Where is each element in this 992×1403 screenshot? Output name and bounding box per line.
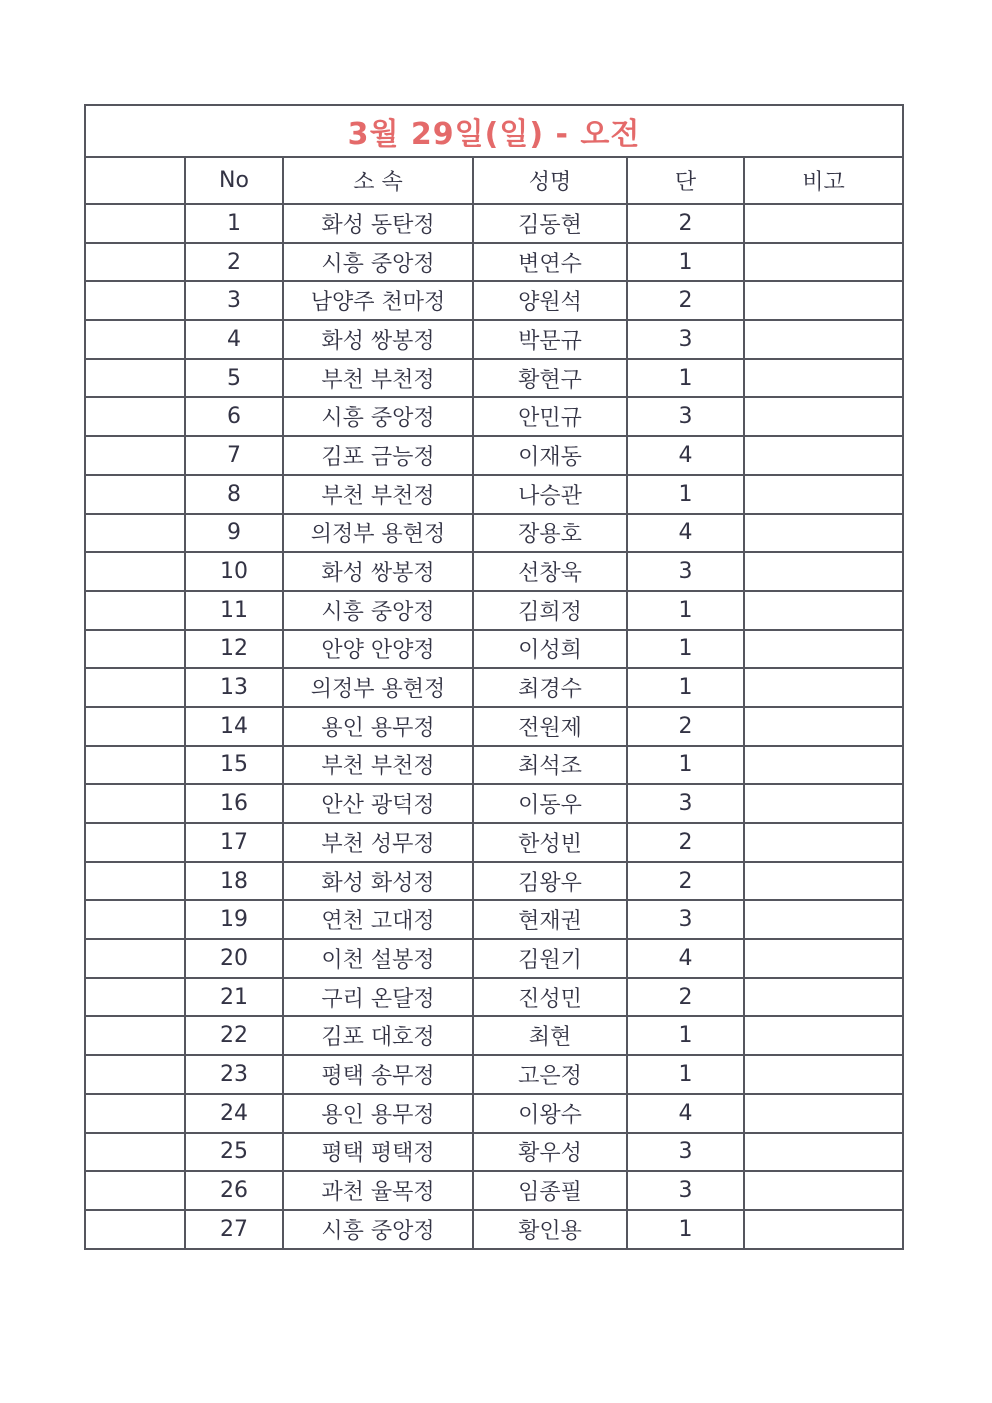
cell-blank [86,1133,185,1172]
cell-dan: 2 [627,281,744,320]
table-row [86,359,902,398]
cell-note [744,475,902,514]
cell-no: 17 [185,823,283,862]
table-row [86,397,902,436]
cell-affiliation: 화성 쌍봉정 [283,552,473,591]
cell-no: 16 [185,784,283,823]
cell-no: 11 [185,591,283,630]
cell-dan: 3 [627,900,744,939]
cell-dan: 1 [627,359,744,398]
table-row [86,475,902,514]
cell-note [744,591,902,630]
table-row [86,746,902,785]
cell-blank [86,591,185,630]
table-row [86,1171,902,1210]
cell-blank [86,281,185,320]
cell-name: 양원석 [473,281,627,320]
cell-no: 20 [185,939,283,978]
cell-note [744,1094,902,1133]
cell-dan: 2 [627,204,744,243]
cell-no: 24 [185,1094,283,1133]
cell-blank [86,746,185,785]
table-row [86,939,902,978]
cell-note [744,359,902,398]
cell-blank [86,436,185,475]
cell-name: 이재동 [473,436,627,475]
cell-affiliation: 부천 부천정 [283,359,473,398]
cell-dan: 1 [627,668,744,707]
cell-note [744,746,902,785]
table-row [86,204,902,243]
cell-name: 최경수 [473,668,627,707]
cell-dan: 1 [627,1016,744,1055]
cell-affiliation: 화성 쌍봉정 [283,320,473,359]
cell-dan: 2 [627,707,744,746]
cell-no: 1 [185,204,283,243]
cell-dan: 3 [627,1171,744,1210]
cell-dan: 1 [627,475,744,514]
cell-note [744,939,902,978]
cell-name: 전원제 [473,707,627,746]
cell-blank [86,862,185,901]
cell-no: 21 [185,978,283,1017]
table-row [86,320,902,359]
cell-no: 9 [185,514,283,553]
cell-dan: 4 [627,514,744,553]
cell-blank [86,514,185,553]
cell-note [744,668,902,707]
cell-blank [86,1016,185,1055]
cell-note [744,204,902,243]
cell-dan: 1 [627,591,744,630]
cell-no: 18 [185,862,283,901]
cell-no: 4 [185,320,283,359]
cell-blank [86,668,185,707]
table-row [86,1055,902,1094]
cell-no: 13 [185,668,283,707]
cell-affiliation: 부천 성무정 [283,823,473,862]
cell-dan: 2 [627,823,744,862]
cell-name: 고은정 [473,1055,627,1094]
table-row [86,281,902,320]
cell-dan: 3 [627,320,744,359]
cell-no: 27 [185,1210,283,1248]
roster-table [86,158,902,1248]
table-row [86,707,902,746]
cell-no: 3 [185,281,283,320]
table-row [86,1133,902,1172]
cell-no: 15 [185,746,283,785]
cell-name: 현재권 [473,900,627,939]
cell-blank [86,320,185,359]
cell-dan: 4 [627,1094,744,1133]
cell-affiliation: 시흥 중앙정 [283,1210,473,1248]
cell-no: 6 [185,397,283,436]
cell-name: 이성희 [473,630,627,669]
cell-no: 5 [185,359,283,398]
table-row [86,978,902,1017]
cell-note [744,281,902,320]
cell-affiliation: 안산 광덕정 [283,784,473,823]
cell-note [744,552,902,591]
cell-note [744,862,902,901]
cell-blank [86,1210,185,1248]
cell-affiliation: 시흥 중앙정 [283,243,473,282]
cell-affiliation: 안양 안양정 [283,630,473,669]
table-row [86,823,902,862]
cell-affiliation: 의정부 용현정 [283,668,473,707]
cell-dan: 1 [627,630,744,669]
cell-no: 26 [185,1171,283,1210]
cell-affiliation: 부천 부천정 [283,475,473,514]
cell-name: 안민규 [473,397,627,436]
cell-affiliation: 과천 율목정 [283,1171,473,1210]
cell-note [744,1133,902,1172]
cell-no: 14 [185,707,283,746]
table-row [86,591,902,630]
roster-body [86,204,902,1248]
cell-affiliation: 김포 대호정 [283,1016,473,1055]
cell-name: 변연수 [473,243,627,282]
cell-dan: 4 [627,939,744,978]
cell-blank [86,978,185,1017]
cell-name: 선창욱 [473,552,627,591]
cell-name: 박문규 [473,320,627,359]
cell-name: 진성민 [473,978,627,1017]
table-row [86,630,902,669]
cell-blank [86,823,185,862]
cell-affiliation: 용인 용무정 [283,707,473,746]
cell-blank [86,397,185,436]
cell-note [744,243,902,282]
cell-no: 2 [185,243,283,282]
cell-no: 19 [185,900,283,939]
cell-no: 22 [185,1016,283,1055]
header-name: 성명 [473,158,627,204]
cell-blank [86,630,185,669]
table-row [86,1094,902,1133]
cell-blank [86,359,185,398]
cell-note [744,1210,902,1248]
header-affiliation: 소 속 [283,158,473,204]
cell-note [744,514,902,553]
cell-blank [86,1171,185,1210]
cell-no: 23 [185,1055,283,1094]
cell-name: 이왕수 [473,1094,627,1133]
cell-affiliation: 남양주 천마정 [283,281,473,320]
roster-sheet [84,104,904,1250]
cell-blank [86,552,185,591]
sheet-title: 3월 29일(일) - 오전 [86,106,902,158]
cell-name: 이동우 [473,784,627,823]
table-row [86,784,902,823]
cell-name: 김원기 [473,939,627,978]
cell-blank [86,784,185,823]
cell-name: 황인용 [473,1210,627,1248]
cell-affiliation: 김포 금능정 [283,436,473,475]
cell-dan: 1 [627,1210,744,1248]
cell-note [744,436,902,475]
cell-name: 한성빈 [473,823,627,862]
table-row [86,514,902,553]
table-row [86,900,902,939]
cell-affiliation: 부천 부천정 [283,746,473,785]
cell-dan: 1 [627,243,744,282]
cell-affiliation: 용인 용무정 [283,1094,473,1133]
cell-no: 7 [185,436,283,475]
header-note: 비고 [744,158,902,204]
cell-note [744,978,902,1017]
cell-dan: 3 [627,397,744,436]
cell-name: 김동현 [473,204,627,243]
cell-note [744,397,902,436]
table-row [86,243,902,282]
cell-blank [86,707,185,746]
cell-blank [86,204,185,243]
cell-affiliation: 평택 평택정 [283,1133,473,1172]
cell-no: 10 [185,552,283,591]
cell-note [744,1016,902,1055]
table-row [86,862,902,901]
header-no: No [185,158,283,204]
cell-name: 김왕우 [473,862,627,901]
cell-name: 김희정 [473,591,627,630]
cell-note [744,823,902,862]
table-row [86,1210,902,1248]
cell-affiliation: 화성 화성정 [283,862,473,901]
cell-name: 황우성 [473,1133,627,1172]
table-row [86,552,902,591]
cell-dan: 4 [627,436,744,475]
table-row [86,1016,902,1055]
cell-dan: 3 [627,552,744,591]
cell-affiliation: 의정부 용현정 [283,514,473,553]
cell-no: 8 [185,475,283,514]
cell-no: 25 [185,1133,283,1172]
cell-name: 나승관 [473,475,627,514]
cell-name: 임종필 [473,1171,627,1210]
table-row [86,668,902,707]
cell-affiliation: 구리 온달정 [283,978,473,1017]
cell-affiliation: 평택 송무정 [283,1055,473,1094]
cell-dan: 3 [627,784,744,823]
cell-blank [86,1055,185,1094]
cell-note [744,900,902,939]
cell-blank [86,1094,185,1133]
cell-dan: 3 [627,1133,744,1172]
cell-dan: 2 [627,862,744,901]
cell-blank [86,900,185,939]
cell-name: 최석조 [473,746,627,785]
cell-note [744,1055,902,1094]
cell-affiliation: 연천 고대정 [283,900,473,939]
cell-blank [86,475,185,514]
header-blank [86,158,185,204]
cell-dan: 1 [627,746,744,785]
cell-blank [86,243,185,282]
cell-affiliation: 시흥 중앙정 [283,591,473,630]
cell-name: 황현구 [473,359,627,398]
header-row [86,158,902,204]
cell-note [744,320,902,359]
cell-blank [86,939,185,978]
table-row [86,436,902,475]
cell-name: 최현 [473,1016,627,1055]
cell-dan: 2 [627,978,744,1017]
header-dan: 단 [627,158,744,204]
cell-name: 장용호 [473,514,627,553]
cell-dan: 1 [627,1055,744,1094]
cell-affiliation: 시흥 중앙정 [283,397,473,436]
cell-note [744,784,902,823]
cell-note [744,1171,902,1210]
cell-note [744,707,902,746]
cell-note [744,630,902,669]
cell-affiliation: 화성 동탄정 [283,204,473,243]
cell-affiliation: 이천 설봉정 [283,939,473,978]
cell-no: 12 [185,630,283,669]
